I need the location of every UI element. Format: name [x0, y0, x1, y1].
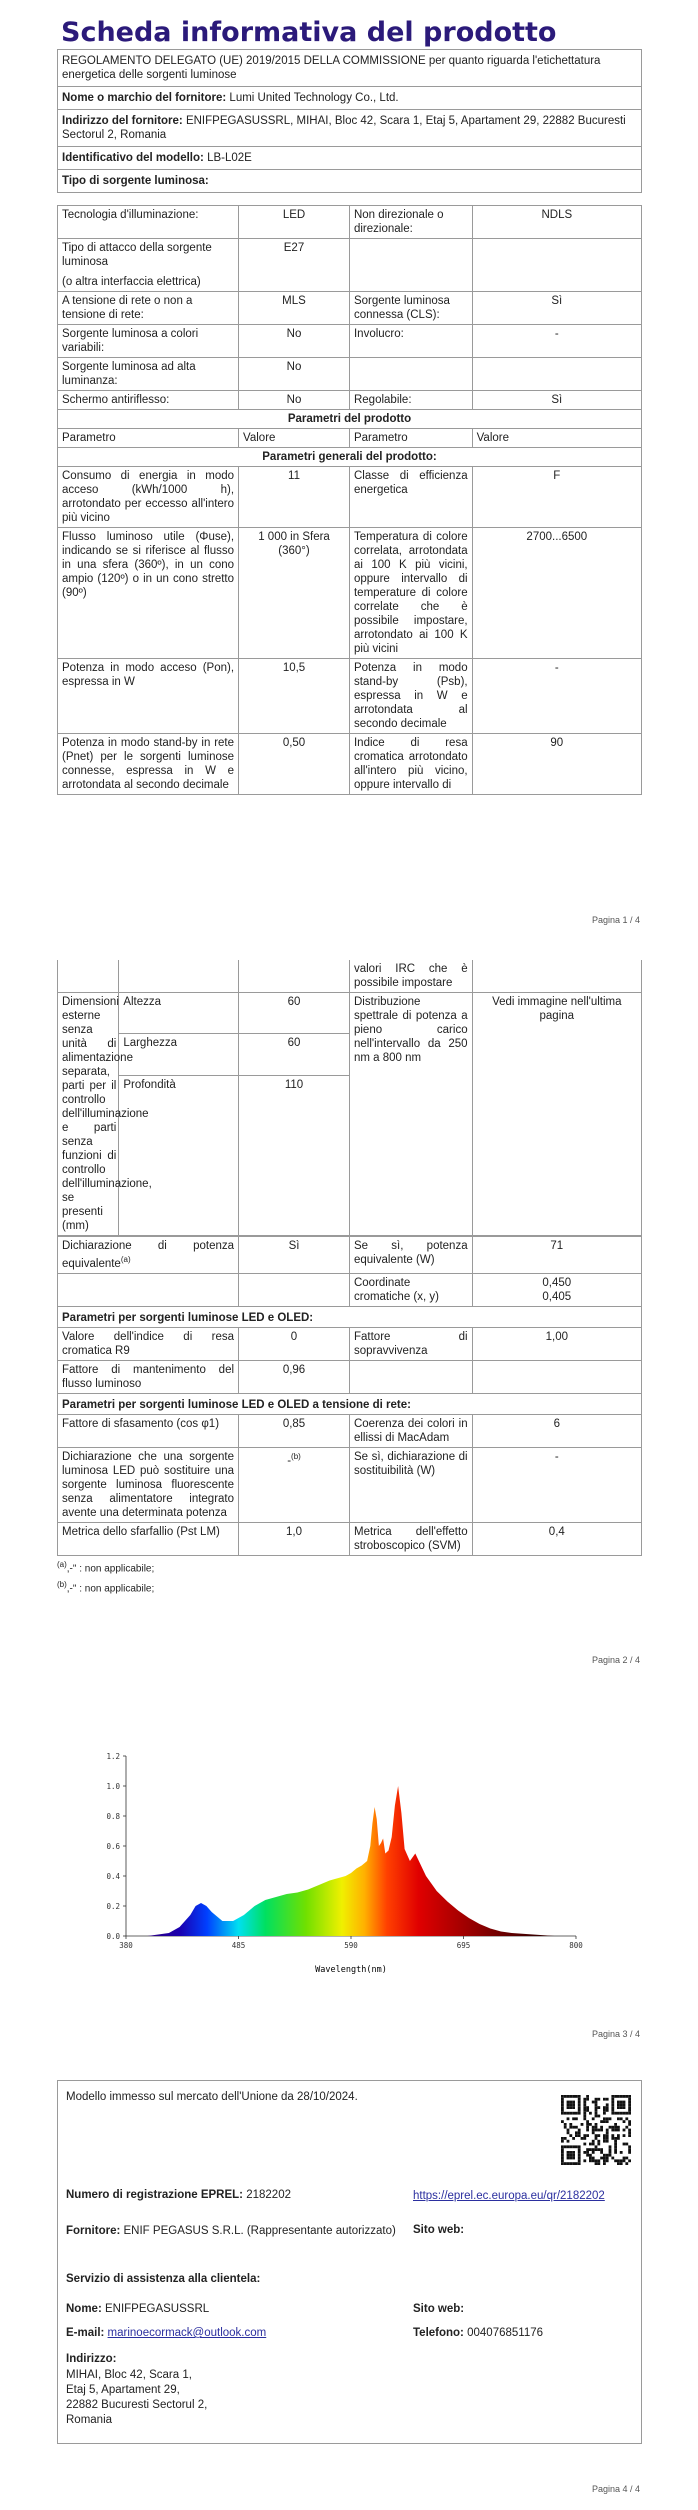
y-tick-label: 0.0	[106, 1932, 120, 1941]
page-number: Pagina 3 / 4	[592, 2029, 641, 2039]
footnote-ref-a: (a)	[120, 1255, 131, 1264]
footnote-b	[57, 1580, 642, 1594]
col-header-value: Valore	[239, 429, 350, 448]
row-label: Schermo antiriflesso:	[58, 391, 239, 410]
row-value: 11	[239, 467, 350, 528]
maint-label: Fattore di mantenimento del flusso luminoso	[58, 1360, 239, 1393]
spd-label: Distribuzione spettrale di potenza a pieno carico nell'intervallo da 250 nm a 800 nm	[349, 993, 472, 1236]
pst-value: 1,0	[239, 1522, 350, 1555]
page-number: Pagina 2 / 4	[592, 1655, 641, 1665]
email-link[interactable]: marinoecormack@outlook.com	[107, 2327, 267, 2339]
model-label: Identificativo del modello:	[62, 152, 204, 164]
repl-w-label: Se sì, dichiarazione di sostituibilità (W)	[349, 1447, 472, 1522]
row-label: Regolabile:	[349, 391, 472, 410]
row-value: NDLS	[472, 206, 641, 239]
dim-value: 60	[239, 993, 350, 1034]
row-label: Consumo di energia in modo acceso (kWh/1000 h), arrotondato per eccesso all'intero più vicino	[58, 467, 239, 528]
eprel-value: 2182202	[246, 2189, 291, 2201]
row-label: Flusso luminoso utile (Φuse), indicando se si riferisce al flusso in una sfera (360º), in un cono ampio (120º) o in un cono stretto (90º)	[58, 528, 239, 659]
col-header-param: Parametro	[349, 429, 472, 448]
table-row	[58, 1414, 642, 1447]
row-value: MLS	[239, 292, 350, 325]
table-row	[58, 734, 642, 795]
row-value: F	[472, 467, 641, 528]
spectrum-area	[126, 1786, 576, 1936]
y-tick-label: 1.2	[106, 1752, 120, 1761]
row-value: -	[472, 659, 641, 734]
col-header-param: Parametro	[58, 429, 239, 448]
row-label: Classe di efficienza energetica	[349, 467, 472, 528]
dim-name: Altezza	[119, 993, 239, 1034]
x-axis-label: Wavelength(nm)	[315, 1965, 387, 1975]
source-type-table	[57, 205, 642, 795]
table-row	[58, 292, 642, 325]
addr-line: Romania	[66, 2414, 113, 2426]
row-value: 2700...6500	[472, 528, 641, 659]
supplier-table	[57, 86, 642, 193]
general-params-header: Parametri generali del prodotto:	[58, 448, 642, 467]
row-value: E27	[239, 239, 350, 292]
table-row	[58, 1522, 642, 1555]
dim-value: 110	[239, 1075, 350, 1235]
phone-label: Telefono:	[413, 2327, 464, 2339]
page-1-frame	[57, 17, 642, 905]
svm-value: 0,4	[472, 1522, 641, 1555]
equiv-value: Sì	[239, 1237, 350, 1274]
col-header-value: Valore	[472, 429, 641, 448]
footnote-b-marker: (b)	[57, 1580, 67, 1590]
page-2-frame	[57, 960, 642, 1594]
footnote-a	[57, 1560, 642, 1574]
supplier-label: Nome o marchio del fornitore:	[62, 92, 227, 104]
dim-value: 60	[239, 1034, 350, 1075]
row-value	[472, 239, 641, 292]
model-value: LB-L02E	[207, 152, 252, 164]
eprel-label: Numero di registrazione EPREL:	[66, 2189, 244, 2201]
name-value: ENIFPEGASUSSRL	[104, 2303, 210, 2315]
addr-label: Indirizzo:	[66, 2353, 117, 2365]
row-value: LED	[239, 206, 350, 239]
equiv-power-value: 71	[472, 1237, 641, 1274]
email-label: E-mail:	[66, 2327, 105, 2339]
row-label: Tecnologia d'illuminazione:	[58, 206, 239, 239]
page-title: Scheda informativa del prodotto	[61, 17, 557, 48]
table-row	[58, 1327, 642, 1360]
macadam-value: 6	[472, 1414, 641, 1447]
table-row	[58, 391, 642, 410]
supplier-label: Fornitore:	[66, 2225, 121, 2237]
row-value: 1 000 in Sfera (360°)	[239, 528, 350, 659]
row-value: 90	[472, 734, 641, 795]
pf-label: Fattore di sfasamento (cos φ1)	[58, 1414, 239, 1447]
market-text: Modello immesso sul mercato dell'Unione da 28/10/2024.	[66, 2091, 358, 2103]
table-row	[58, 325, 642, 358]
table-row	[58, 1237, 642, 1274]
row-value: No	[239, 325, 350, 358]
row-value	[472, 358, 641, 391]
table-row	[58, 239, 642, 292]
spectrum-chart	[90, 1740, 610, 1980]
addr-line: 22882 Bucuresti Sectorul 2,	[66, 2399, 208, 2411]
dim-name: Larghezza	[119, 1034, 239, 1075]
name-label: Nome:	[66, 2303, 102, 2315]
row-value: Sì	[472, 292, 641, 325]
x-tick-label: 590	[344, 1941, 358, 1950]
eprel-link[interactable]: https://eprel.ec.europa.eu/qr/2182202	[413, 2190, 605, 2202]
y-tick-label: 0.8	[106, 1812, 120, 1821]
page-number: Pagina 4 / 4	[592, 2484, 641, 2494]
y-tick-label: 0.6	[106, 1842, 120, 1851]
page-4-frame	[57, 2080, 642, 2444]
cri-continuation: valori IRC che è possibile impostare	[349, 960, 472, 993]
chroma-x: 0,450	[542, 1276, 572, 1289]
row-label: Sorgente luminosa ad alta luminanza:	[58, 358, 239, 391]
footnote-b-text: ,-" : non applicabile;	[66, 1583, 155, 1595]
phone-value: 004076851176	[467, 2327, 544, 2339]
table-row	[58, 993, 642, 1034]
dims-label: Dimensioni esterne senza unità di alimentazione separata, parti per il controllo dell'illuminazione e parti senza funzioni di controllo dell'illuminazione, se presenti (mm)	[58, 993, 119, 1236]
table-row	[58, 206, 642, 239]
x-tick-label: 695	[456, 1941, 471, 1950]
row-label: Non direzionale o direzionale:	[349, 206, 472, 239]
spd-value: Vedi immagine nell'ultima pagina	[472, 993, 641, 1236]
regulation-text: REGOLAMENTO DELEGATO (UE) 2019/2015 DELLA COMMISSIONE per quanto riguarda l'etichettatura energetica delle sorgenti luminose	[57, 49, 642, 86]
page-number: Pagina 1 / 4	[592, 915, 641, 925]
row-value: 0,50	[239, 734, 350, 795]
pst-label: Metrica dello sfarfallio (Pst LM)	[58, 1522, 239, 1555]
row-label: Sorgente luminosa a colori variabili:	[58, 325, 239, 358]
dim-name: Profondità	[119, 1075, 239, 1235]
y-tick-label: 0.2	[106, 1902, 120, 1911]
qr-code-icon	[561, 2095, 631, 2165]
y-tick-label: 0.4	[106, 1872, 120, 1881]
addr-block	[66, 2368, 207, 2428]
table-row	[58, 1447, 642, 1522]
led-header: Parametri per sorgenti luminose LED e OLED:	[58, 1306, 642, 1327]
supplier-value: Lumi United Technology Co., Ltd.	[229, 92, 399, 104]
row-label: Tipo di attacco della sorgente luminosa	[62, 242, 212, 268]
svm-label: Metrica dell'effetto stroboscopico (SVM)	[349, 1522, 472, 1555]
supplier-value: ENIF PEGASUS S.R.L. (Rappresentante autorizzato)	[123, 2225, 396, 2237]
row-value: 10,5	[239, 659, 350, 734]
survival-value: 1,00	[472, 1327, 641, 1360]
row-value: No	[239, 391, 350, 410]
addr-line: Etaj 5, Apartament 29,	[66, 2384, 180, 2396]
row-label: Potenza in modo stand-by (Psb), espressa in W e arrotondata al secondo decimale	[349, 659, 472, 734]
table-row	[58, 1360, 642, 1393]
row-label: Indice di resa cromatica arrotondato all'intero più vicino, oppure intervallo di	[349, 734, 472, 795]
footnote-a-text: ,-" : non applicabile;	[66, 1563, 155, 1575]
row-label	[349, 358, 472, 391]
service-label: Servizio di assistenza alla clientela:	[66, 2273, 261, 2285]
equiv-power-label: Se sì, potenza equivalente (W)	[349, 1237, 472, 1274]
address-label: Indirizzo del fornitore:	[62, 115, 183, 127]
row-value: -	[472, 325, 641, 358]
footnote-ref-b: (b)	[291, 1451, 301, 1461]
row-label-extra: (o altra interfaccia elettrica)	[62, 276, 201, 288]
row-label: Temperatura di colore correlata, arrotondata ai 100 K più vicini, oppure intervallo di temperature di colore correlate che è possibile impostare, arrotondato ai 100 K più vicini	[349, 528, 472, 659]
x-tick-label: 380	[119, 1941, 133, 1950]
chroma-label: Coordinate cromatiche (x, y)	[349, 1273, 472, 1306]
replace-label: Dichiarazione che una sorgente luminosa LED può sostituire una sorgente luminosa fluorescente senza alimentatore integrato avente una determinata potenza	[58, 1447, 239, 1522]
address-value: ENIFPEGASUSSRL, MIHAI, Bloc 42, Scara 1, Etaj 5, Apartament 29, 22882 Bucuresti Sectorul 2, Romania	[62, 115, 626, 141]
params-table	[57, 1236, 642, 1556]
row-label	[349, 239, 472, 292]
maint-value: 0,96	[239, 1360, 350, 1393]
equiv-label: Dichiarazione di potenza equivalente	[62, 1240, 235, 1270]
row-label: Potenza in modo acceso (Pon), espressa in W	[58, 659, 239, 734]
row-label: A tensione di rete o non a tensione di rete:	[58, 292, 239, 325]
chroma-y: 0,405	[542, 1290, 572, 1303]
source-type-label: Tipo di sorgente luminosa:	[58, 170, 642, 193]
pf-value: 0,85	[239, 1414, 350, 1447]
row-label: Potenza in modo stand-by in rete (Pnet) per le sorgenti luminose connesse, espressa in W e arrotondata al secondo decimale	[58, 734, 239, 795]
website-label: Sito web:	[413, 2224, 465, 2236]
addr-line: MIHAI, Bloc 42, Scara 1,	[66, 2369, 192, 2381]
repl-w-value: -	[472, 1447, 641, 1522]
table-row	[58, 659, 642, 734]
mains-header: Parametri per sorgenti luminose LED e OLED a tensione di rete:	[58, 1393, 642, 1414]
x-tick-label: 485	[231, 1941, 246, 1950]
footnote-a-marker: (a)	[57, 1559, 67, 1569]
r9-label: Valore dell'indice di resa cromatica R9	[58, 1327, 239, 1360]
r9-value: 0	[239, 1327, 350, 1360]
x-tick-label: 800	[569, 1941, 583, 1950]
row-label: Involucro:	[349, 325, 472, 358]
replace-value: -	[287, 1454, 292, 1467]
product-params-header: Parametri del prodotto	[58, 410, 642, 429]
row-value: Sì	[472, 391, 641, 410]
table-row	[58, 1273, 642, 1306]
dimensions-table	[57, 960, 642, 1236]
y-tick-label: 1.0	[106, 1782, 120, 1791]
row-value: No	[239, 358, 350, 391]
survival-label: Fattore di sopravvivenza	[349, 1327, 472, 1360]
table-row	[58, 528, 642, 659]
macadam-label: Coerenza dei colori in ellissi di MacAdam	[349, 1414, 472, 1447]
row-label: Sorgente luminosa connessa (CLS):	[349, 292, 472, 325]
table-row	[58, 467, 642, 528]
table-row	[58, 358, 642, 391]
website2-label: Sito web:	[413, 2303, 465, 2315]
